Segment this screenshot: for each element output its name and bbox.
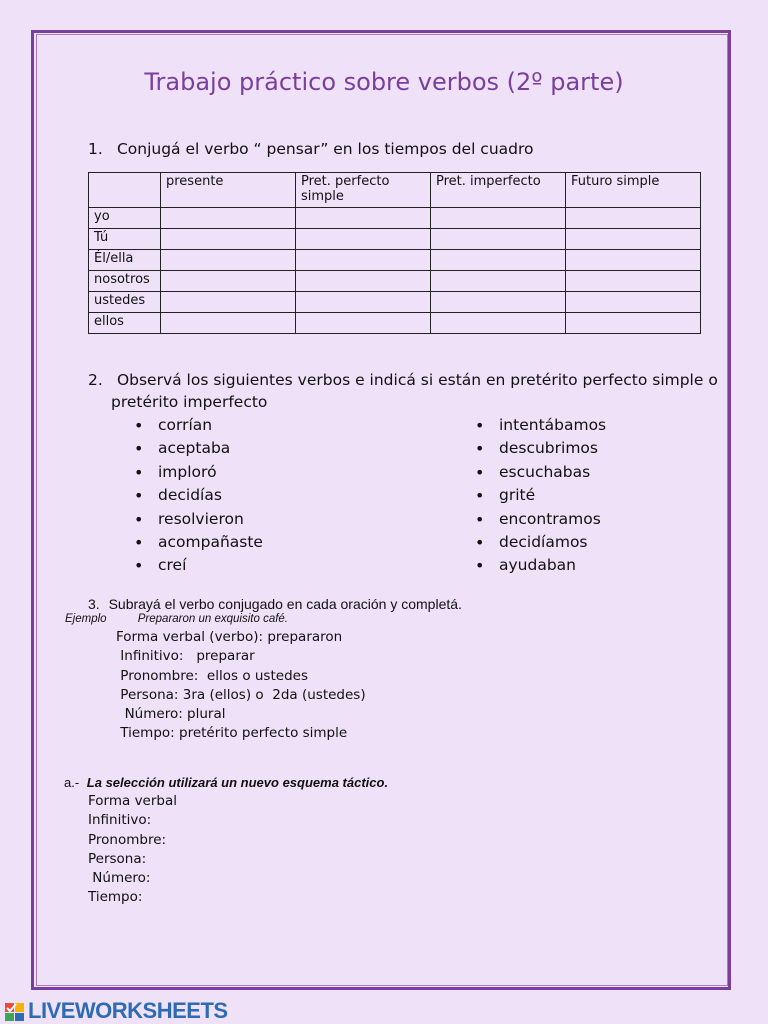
exercise-a-sentence: La selección utilizará un nuevo esquema táctico. bbox=[86, 775, 389, 790]
table-answer-cell[interactable] bbox=[296, 229, 431, 250]
table-answer-cell[interactable] bbox=[431, 229, 566, 250]
example-answer-line: Pronombre: ellos o ustedes bbox=[116, 667, 308, 684]
question-2 bbox=[88, 371, 718, 389]
example-sentence: Prepararon un exquisito café. bbox=[137, 613, 288, 625]
verb-list-item: • encontramos bbox=[475, 508, 606, 531]
table-answer-cell[interactable] bbox=[296, 208, 431, 229]
verb-list-item: • descubrimos bbox=[475, 437, 606, 460]
table-answer-cell[interactable] bbox=[431, 208, 566, 229]
verb-list-item: • acompañaste bbox=[134, 531, 263, 554]
verb-list-item: • ayudaban bbox=[475, 554, 606, 577]
table-answer-cell[interactable] bbox=[431, 271, 566, 292]
liveworksheets-logo bbox=[4, 998, 228, 1024]
exercise-a-fields bbox=[88, 792, 177, 908]
table-answer-cell[interactable] bbox=[566, 313, 701, 334]
table-row bbox=[89, 250, 701, 271]
table-answer-cell[interactable] bbox=[431, 292, 566, 313]
table-answer-cell[interactable] bbox=[161, 250, 296, 271]
verb-list-item: • corrían bbox=[134, 414, 263, 437]
table-header-row bbox=[89, 173, 701, 208]
question-2-text-line1: Observá los siguientes verbos e indicá si están en pretérito perfecto simple o bbox=[116, 371, 718, 389]
question-3-text: Subrayá el verbo conjugado en cada oración y completá. bbox=[108, 596, 462, 612]
question-1-number: 1. bbox=[88, 140, 103, 158]
table-answer-cell[interactable] bbox=[566, 208, 701, 229]
example-header bbox=[65, 613, 288, 625]
exercise-a-field: Pronombre: bbox=[88, 831, 167, 848]
table-row bbox=[89, 208, 701, 229]
table-header-cell bbox=[89, 173, 161, 208]
question-2-text-line2: pretérito imperfecto bbox=[111, 393, 268, 411]
table-header-cell: Futuro simple bbox=[566, 173, 701, 208]
table-answer-cell[interactable] bbox=[161, 229, 296, 250]
table-row bbox=[89, 313, 701, 334]
verb-list-left bbox=[134, 414, 263, 578]
table-answer-cell[interactable] bbox=[161, 313, 296, 334]
verb-list-item: • grité bbox=[475, 484, 606, 507]
exercise-a-field: Número: bbox=[88, 870, 151, 887]
verb-list-item: • intentábamos bbox=[475, 414, 606, 437]
example-answer-block bbox=[116, 628, 366, 744]
question-3-number: 3. bbox=[88, 596, 100, 612]
table-header-cell: presente bbox=[161, 173, 296, 208]
table-row bbox=[89, 229, 701, 250]
table-answer-cell[interactable] bbox=[566, 250, 701, 271]
exercise-a-field: Infinitivo: bbox=[88, 812, 152, 829]
table-row-pronoun: nosotros bbox=[89, 271, 161, 292]
exercise-a-field: Forma verbal bbox=[88, 793, 178, 809]
exercise-a-field: Persona: bbox=[88, 850, 147, 867]
verb-list-item: • escuchabas bbox=[475, 461, 606, 484]
example-answer-line: Persona: 3ra (ellos) o 2da (ustedes) bbox=[116, 686, 366, 703]
verb-list-right bbox=[475, 414, 606, 578]
table-answer-cell[interactable] bbox=[431, 313, 566, 334]
example-answer-line: Tiempo: pretérito perfecto simple bbox=[116, 725, 348, 742]
verb-list-item: • aceptaba bbox=[134, 437, 263, 460]
example-answer-line: Forma verbal (verbo): prepararon bbox=[116, 629, 343, 645]
liveworksheets-logo-icon bbox=[4, 1000, 26, 1022]
verb-list-item: • creí bbox=[134, 554, 263, 577]
table-row-pronoun: ellos bbox=[89, 313, 161, 334]
example-answer-line: Número: plural bbox=[116, 706, 226, 723]
question-1 bbox=[88, 140, 534, 158]
worksheet-title: Trabajo práctico sobre verbos (2º parte) bbox=[144, 68, 624, 96]
table-answer-cell[interactable] bbox=[296, 313, 431, 334]
verb-list-item: • decidíamos bbox=[475, 531, 606, 554]
table-answer-cell[interactable] bbox=[161, 292, 296, 313]
table-row bbox=[89, 292, 701, 313]
table-answer-cell[interactable] bbox=[296, 271, 431, 292]
question-3 bbox=[88, 596, 462, 612]
table-answer-cell[interactable] bbox=[161, 208, 296, 229]
verb-list-item: • imploró bbox=[134, 461, 263, 484]
table-answer-cell[interactable] bbox=[566, 229, 701, 250]
table-header-cell: Pret. imperfecto bbox=[431, 173, 566, 208]
liveworksheets-logo-text: LIVEWORKSHEETS bbox=[28, 998, 228, 1023]
verb-list-item: • resolvieron bbox=[134, 508, 263, 531]
example-answer-line: Infinitivo: preparar bbox=[116, 648, 255, 665]
table-row-pronoun: Él/ella bbox=[89, 250, 161, 271]
table-answer-cell[interactable] bbox=[296, 250, 431, 271]
conjugation-table bbox=[88, 172, 701, 334]
verb-list-item: • decidías bbox=[134, 484, 263, 507]
question-2-number: 2. bbox=[88, 371, 103, 389]
table-row bbox=[89, 271, 701, 292]
table-answer-cell[interactable] bbox=[566, 271, 701, 292]
table-answer-cell[interactable] bbox=[161, 271, 296, 292]
table-answer-cell[interactable] bbox=[431, 250, 566, 271]
table-answer-cell[interactable] bbox=[296, 292, 431, 313]
exercise-a-label: a.- bbox=[64, 775, 80, 790]
table-answer-cell[interactable] bbox=[566, 292, 701, 313]
exercise-a bbox=[64, 775, 388, 790]
exercise-a-field: Tiempo: bbox=[88, 889, 143, 906]
question-1-text: Conjugá el verbo “ pensar” en los tiempos del cuadro bbox=[116, 140, 534, 158]
table-row-pronoun: ustedes bbox=[89, 292, 161, 313]
example-label: Ejemplo bbox=[65, 613, 107, 625]
table-row-pronoun: Tú bbox=[89, 229, 161, 250]
table-header-cell: Pret. perfecto simple bbox=[296, 173, 431, 208]
table-row-pronoun: yo bbox=[89, 208, 161, 229]
